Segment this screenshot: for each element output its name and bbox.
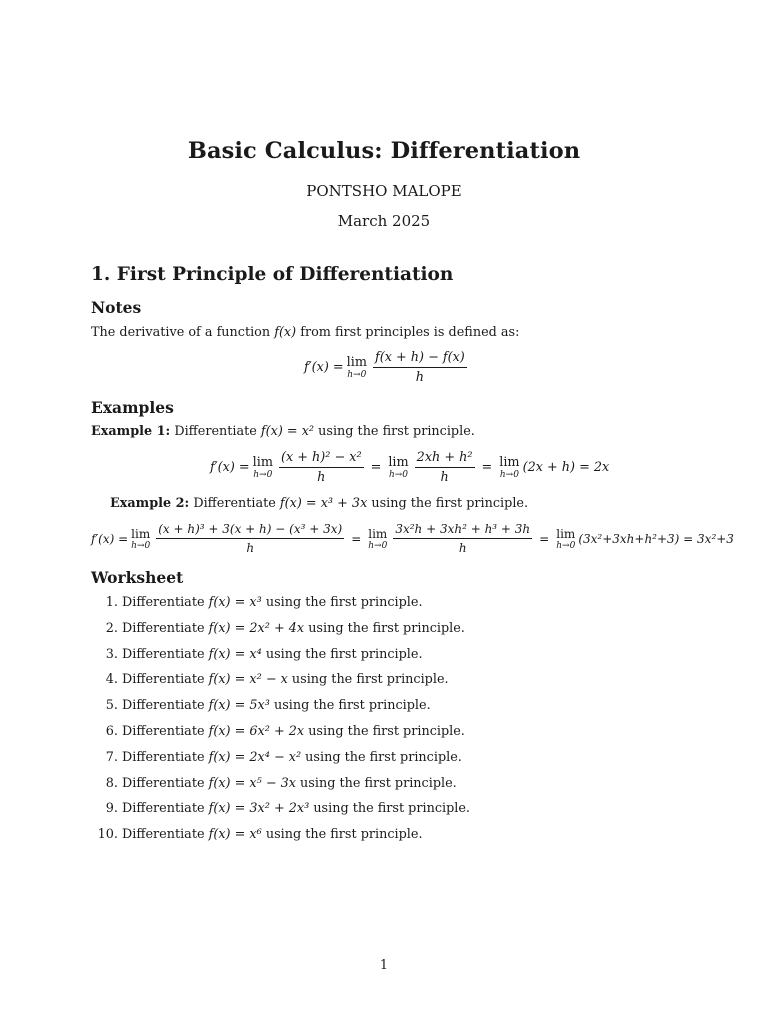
example2-equation [91,522,734,555]
worksheet-item-number: 9. [105,801,118,817]
example2-lhs: f′(x) = [91,531,129,546]
section-number: 1. [91,264,111,285]
example2-equals-1: = [351,531,362,546]
example1-limit-3 [499,455,519,480]
worksheet-item-function: f(x) = 5x³ [208,698,270,714]
example2-statement [110,496,528,511]
worksheet-item [91,693,470,719]
example1-lhs: f′(x) = [210,460,250,475]
section-heading [91,264,453,285]
worksheet-item [91,796,470,822]
example2-text-before: Differentiate [189,496,280,511]
worksheet-list [91,590,470,848]
worksheet-item-suffix: using the first principle. [304,723,465,739]
example1-lim-1: lim [252,455,273,470]
example2-text-after: using the first principle. [367,496,529,511]
example1-statement [91,424,475,439]
definition-equation [304,350,470,385]
worksheet-item-prefix: Differentiate [122,620,209,636]
example1-equals-2: = [481,460,493,475]
example2-fraction-1 [156,522,344,555]
example2-lim-1: lim [131,526,151,541]
example2-fraction-2 [393,522,532,555]
example1-frac2-den: h [440,470,449,485]
example2-frac1-den: h [246,541,255,555]
worksheet-item-suffix: using the first principle. [309,801,471,817]
example1-limit-1 [253,455,273,480]
example1-lim-2: lim [388,455,409,470]
author: PONTSHO MALOPE [306,182,462,200]
worksheet-item-suffix: using the first principle. [269,698,431,714]
example2-lim-sub-1: h→0 [131,540,151,551]
worksheet-item-function: f(x) = x³ [208,595,262,610]
worksheet-item-prefix: Differentiate [122,595,209,610]
definition-limit [347,355,367,380]
date: March 2025 [337,212,431,230]
example1-frac1-num: (x + h)² − x² [279,450,364,468]
example2-lim-sub-3: h→0 [556,540,576,551]
worksheet-item-number: 3. [105,646,118,662]
notes-heading: Notes [91,298,142,317]
worksheet-item-suffix: using the first principle. [261,646,423,662]
example2-lim-2: lim [368,526,388,541]
example1-text-before: Differentiate [170,424,261,439]
definition-fraction [373,350,467,385]
worksheet-item [91,745,470,771]
definition-lim-sub: h→0 [347,370,367,380]
example1-tail: (2x + h) = 2x [522,460,610,475]
worksheet-item-prefix: Differentiate [122,801,209,817]
example1-function: f(x) = x² [260,424,315,439]
worksheet-item-prefix: Differentiate [122,723,209,739]
worksheet-item-function: f(x) = x⁶ [208,827,262,843]
worksheet-item [91,719,470,745]
example2-limit-3 [556,527,575,551]
notes-text-math: f(x) [274,325,297,340]
example1-lim-sub-2: h→0 [388,470,409,480]
section-title: First Principle of Differentiation [116,264,454,285]
worksheet-item-number: 4. [105,672,118,688]
definition-denominator: h [415,370,425,385]
worksheet-item-suffix: using the first principle. [261,827,423,843]
worksheet-item-function: f(x) = 2x² + 4x [208,620,305,636]
example2-frac2-num: 3x²h + 3xh² + h³ + 3h [393,522,532,539]
worksheet-item-suffix: using the first principle. [304,620,465,636]
worksheet-item-prefix: Differentiate [122,698,209,714]
examples-heading: Examples [91,398,174,417]
notes-text-before: The derivative of a function [91,325,275,340]
example1-lim-3: lim [499,455,520,470]
example1-lim-sub-3: h→0 [499,470,519,480]
worksheet-item-suffix: using the first principle. [301,749,462,765]
worksheet-item [91,822,470,848]
worksheet-item [91,590,470,616]
worksheet-item [91,667,470,693]
example1-lim-sub-1: h→0 [253,470,273,480]
example1-fraction-2 [415,450,475,485]
example1-frac2-num: 2xh + h² [415,450,475,468]
worksheet-item-prefix: Differentiate [122,827,209,843]
worksheet-item-function: f(x) = x⁵ − 3x [208,775,296,791]
worksheet-heading: Worksheet [91,568,184,587]
definition-numerator: f(x + h) − f(x) [373,350,467,368]
worksheet-item-suffix: using the first principle. [261,595,423,610]
example1-text-after: using the first principle. [314,424,475,439]
example2-tail: (3x²+3xh+h²+3) = 3x²+3 [578,531,734,546]
example1-frac1-den: h [317,470,326,485]
worksheet-item-number: 5. [105,698,118,714]
example2-equals-2: = [539,531,550,546]
worksheet-item-number: 7. [105,749,118,765]
worksheet-item-suffix: using the first principle. [287,672,449,688]
worksheet-item-prefix: Differentiate [122,672,209,688]
example2-function: f(x) = x³ + 3x [279,496,368,511]
example1-equation [210,450,609,485]
worksheet-item-function: f(x) = x² − x [208,672,288,688]
example1-fraction-1 [279,450,364,485]
example1-limit-2 [388,455,408,480]
worksheet-item [91,642,470,668]
document-title: Basic Calculus: Differentiation [187,138,581,164]
example2-lim-sub-2: h→0 [368,540,388,551]
worksheet-item-function: f(x) = 6x² + 2x [208,723,305,739]
worksheet-item-number: 8. [105,775,118,791]
worksheet-item-function: f(x) = x⁴ [208,646,262,662]
worksheet-item-prefix: Differentiate [122,775,209,791]
definition-lhs: f′(x) = [304,360,344,375]
worksheet-item-number: 6. [105,723,118,739]
worksheet-item-prefix: Differentiate [122,646,209,662]
worksheet-item-function: f(x) = 2x⁴ − x² [208,749,302,765]
example1-label: Example 1: [91,424,171,439]
example2-limit-2 [368,527,387,551]
worksheet-item-function: f(x) = 3x² + 2x³ [208,801,310,817]
worksheet-item-prefix: Differentiate [122,749,209,765]
example1-equals-1: = [370,460,382,475]
definition-lim: lim [346,355,367,370]
notes-text-after: from first principles is defined as: [296,325,520,340]
example2-limit-1 [131,527,150,551]
example2-frac2-den: h [458,541,467,555]
example2-label: Example 2: [110,496,190,511]
worksheet-item-number: 1. [105,595,118,610]
worksheet-item [91,771,470,797]
page-number: 1 [379,958,389,973]
worksheet-item [91,616,470,642]
example2-frac1-num: (x + h)³ + 3(x + h) − (x³ + 3x) [156,522,344,539]
worksheet-item-number: 10. [97,827,118,843]
worksheet-item-suffix: using the first principle. [295,775,457,791]
notes-text [91,325,519,340]
example2-lim-3: lim [556,526,576,541]
worksheet-item-number: 2. [105,620,118,636]
